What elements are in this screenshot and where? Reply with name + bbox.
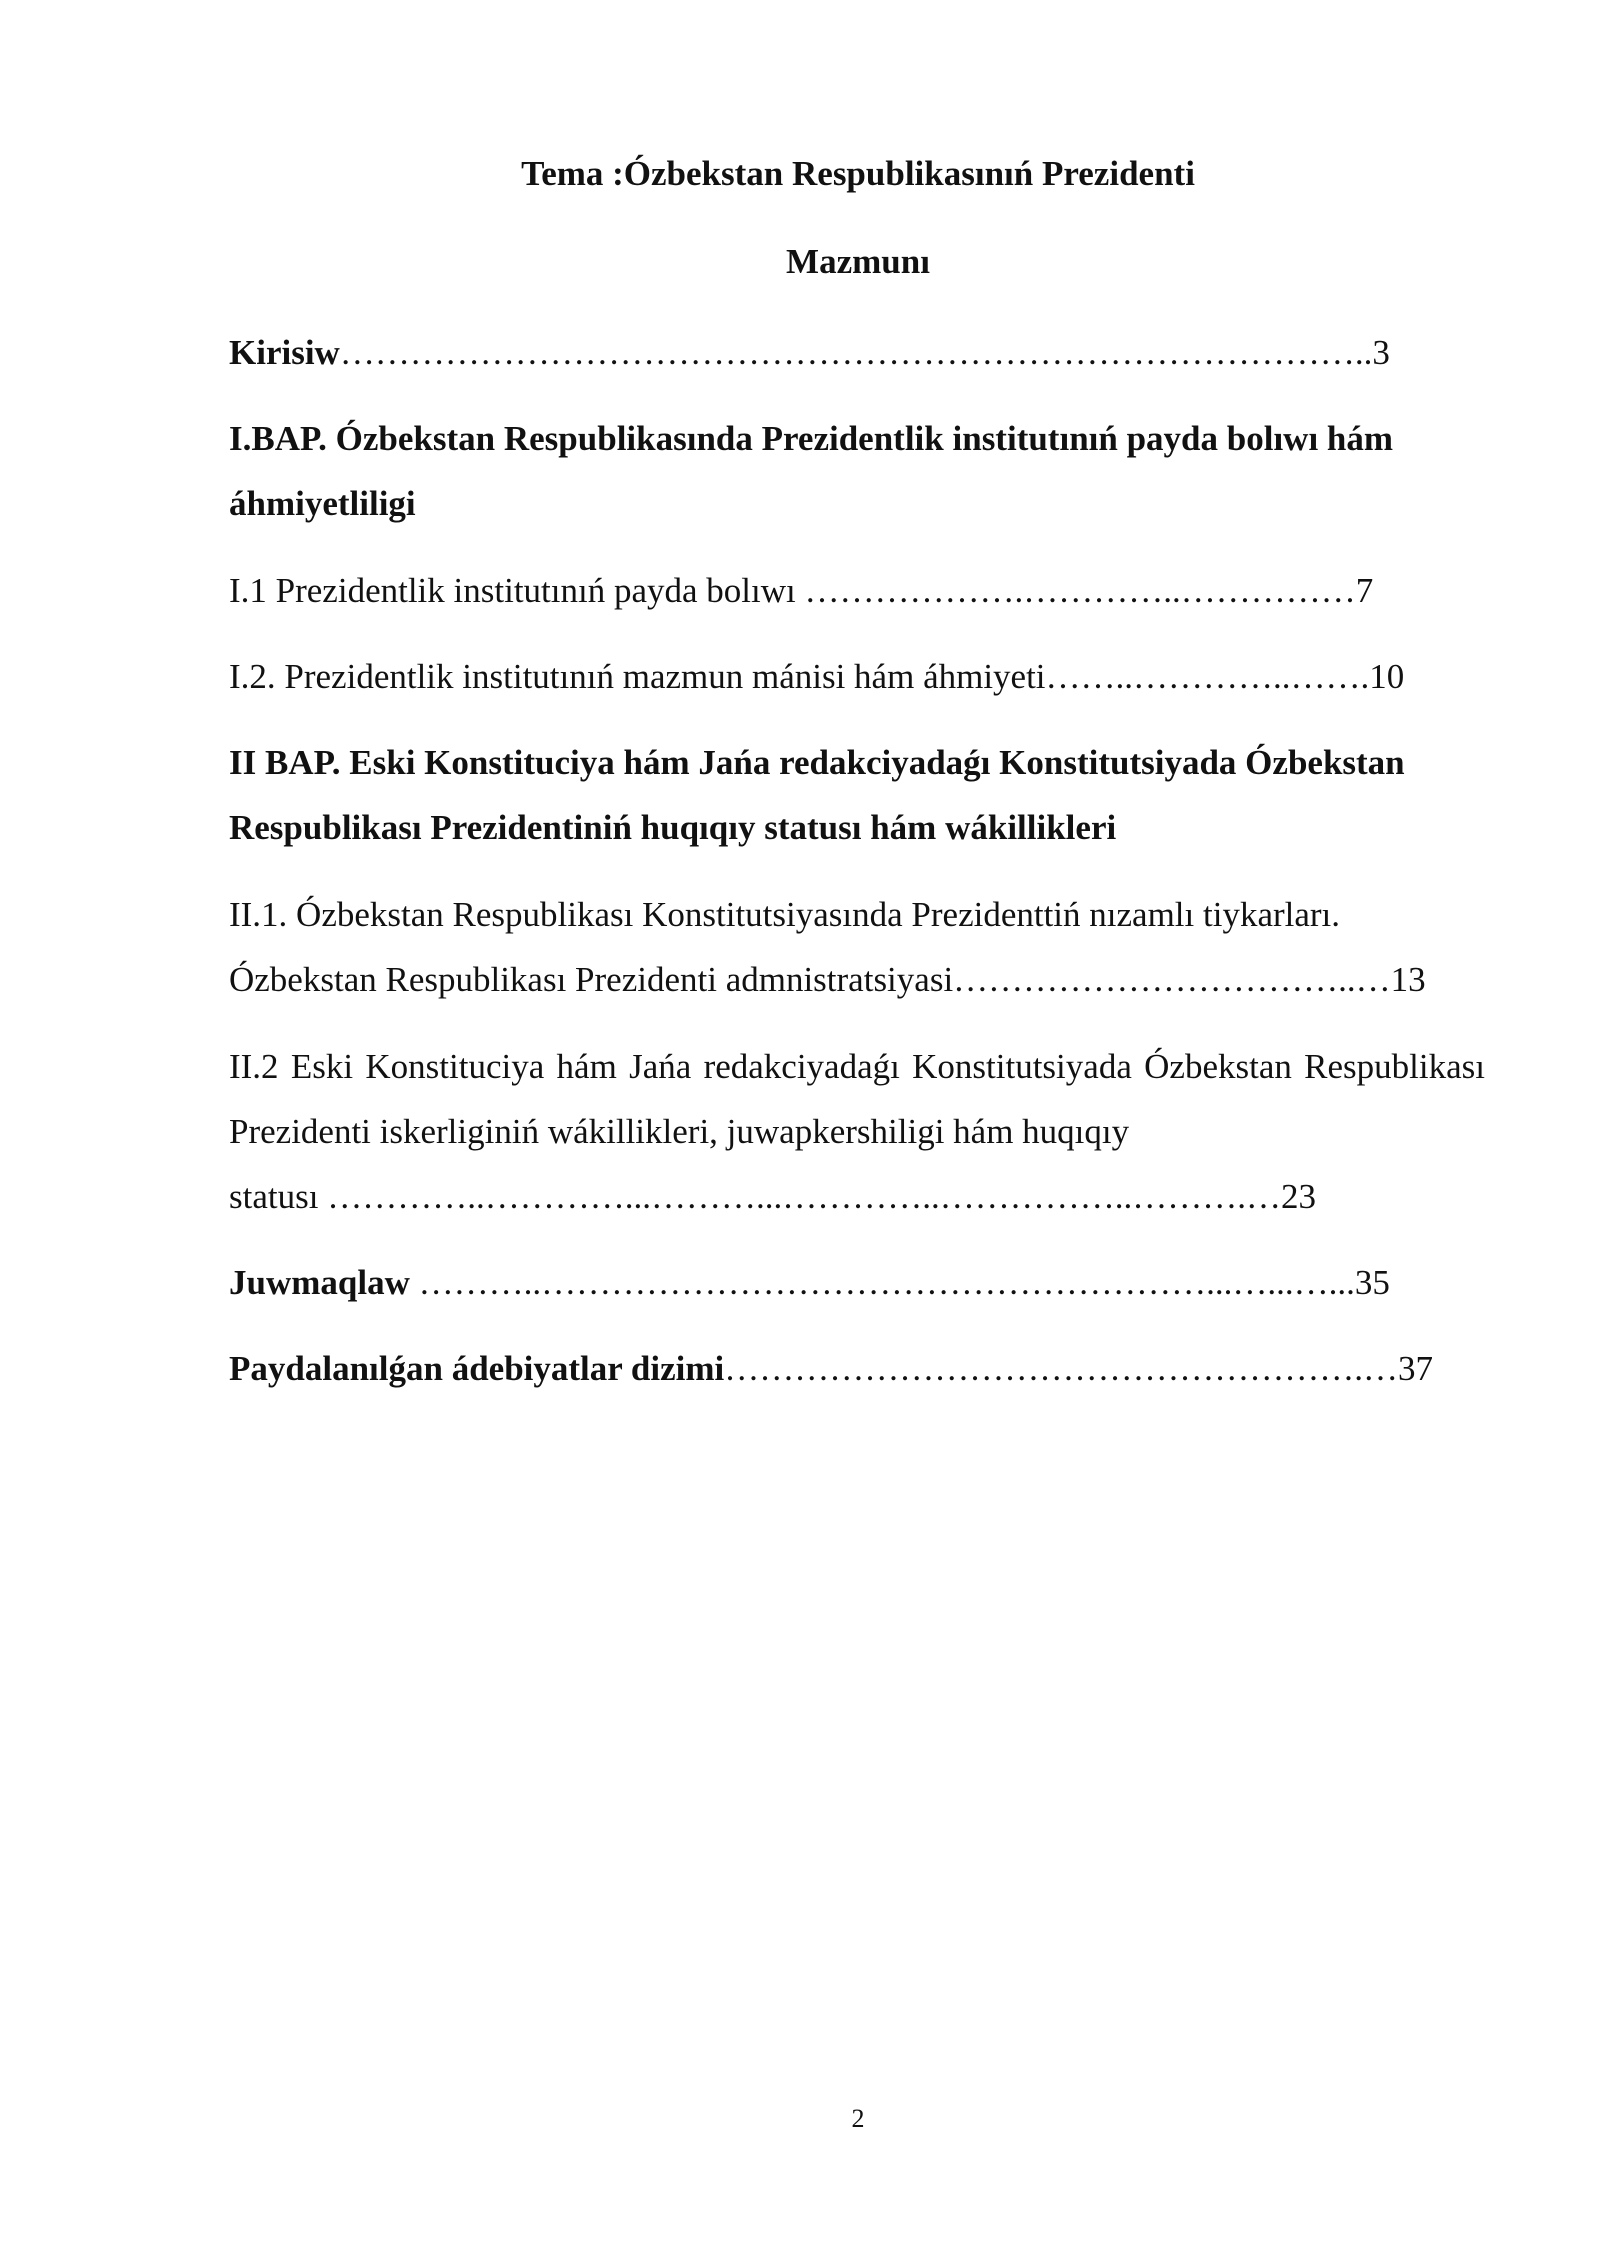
toc-references-label: Paydalanılǵan ádebiyatlar dizimi [229, 1349, 725, 1388]
toc-references-leader: ……………………………………………….…37 [724, 1349, 1433, 1388]
toc-kirisiw-leader: ……………………………………………………………………………..3 [339, 333, 1390, 372]
contents-heading: Mazmunı [786, 242, 930, 281]
toc-entry-2-1-line-1: II.1. Ózbekstan Respublikası Konstitutsiyasında Prezidenttiń nızamlı tiykarları. [229, 895, 1341, 934]
toc-entry-chapter-2[interactable]: II BAP. Eski Konstituciya hám Jańa redakciyadaǵı Konstitutsiyada Ózbekstan Respublikası Prezidentiniń huqıqıy statusı hám wákillikleri [229, 743, 1405, 847]
toc-entry-2-1-line-2: Ózbekstan Respublikası Prezidenti admnistratsiyasi……………………………..…13 [229, 960, 1426, 999]
toc-kirisiw-label: Kirisiw [229, 333, 340, 372]
toc-entry-kirisiw[interactable] [229, 320, 1485, 385]
toc-juwmaqlaw-label: Juwmaqlaw [229, 1263, 410, 1302]
toc-entry-chapter-1[interactable]: I.BAP. Ózbekstan Respublikasında Prezidentlik institutınıń payda bolıwı hám áhmiyetliligi [229, 419, 1394, 523]
toc-entry-2-2[interactable] [229, 1034, 1485, 1229]
toc-entry-1-1[interactable]: I.1 Prezidentlik institutınıń payda bolıwı ……………….…………..……………7 [229, 571, 1374, 610]
toc-entry-1-2[interactable]: I.2. Prezidentlik institutınıń mazmun mánisi hám áhmiyeti……..…………..…….10 [229, 657, 1405, 696]
toc-entry-2-1[interactable] [229, 882, 1485, 1012]
toc-entry-references[interactable] [229, 1336, 1485, 1401]
toc-juwmaqlaw-leader: ………..…………………………………………………...…...…...35 [409, 1263, 1390, 1302]
document-title: Tema :Ózbekstan Respublikasınıń Prezidenti [521, 154, 1195, 193]
page-number: 2 [851, 2104, 865, 2133]
toc-entry-juwmaqlaw[interactable] [229, 1250, 1485, 1315]
toc-entry-2-2-last-line: statusı …………..…………...………...…………..……………..……….…23 [229, 1177, 1316, 1216]
toc-entry-2-2-text: II.2 Eski Konstituciya hám Jańa redakciyadaǵı Konstitutsiyada Ózbekstan Respublikası Prezidenti iskerliginiń wákillikleri, juwapkershiligi hám huqıqıy [229, 1047, 1485, 1151]
